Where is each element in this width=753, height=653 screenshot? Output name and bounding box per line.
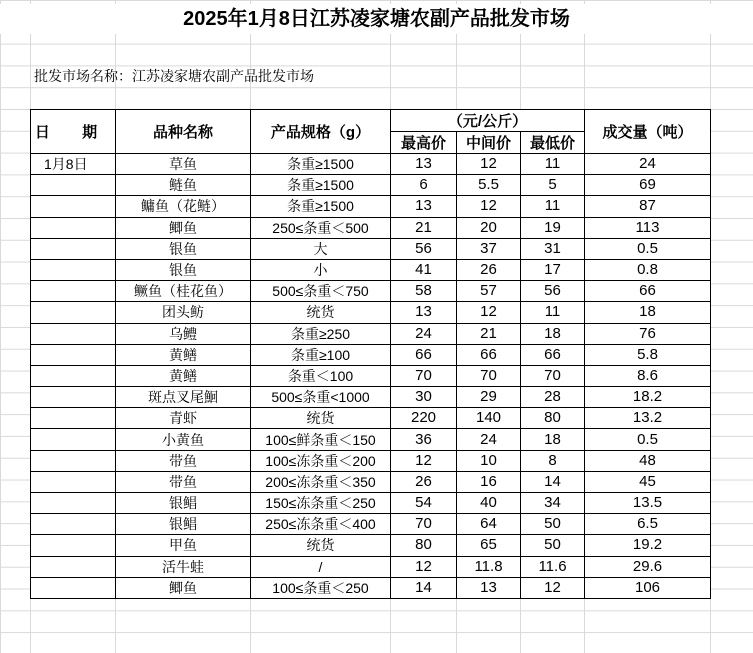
cell-volume[interactable]: 24 bbox=[585, 154, 711, 175]
cell-variety[interactable]: 黄鳝 bbox=[116, 344, 251, 365]
cell-low[interactable]: 66 bbox=[521, 344, 585, 365]
cell-date[interactable]: 1月8日 bbox=[31, 154, 116, 175]
cell-high[interactable]: 24 bbox=[391, 323, 457, 344]
header-price-unit[interactable]: （元/公斤） bbox=[391, 110, 585, 132]
table-row bbox=[31, 514, 711, 535]
cell-low[interactable]: 50 bbox=[521, 514, 585, 535]
cell-volume[interactable]: 13.2 bbox=[585, 408, 711, 429]
cell-high[interactable]: 70 bbox=[391, 365, 457, 386]
cell-low[interactable]: 80 bbox=[521, 408, 585, 429]
cell-date[interactable] bbox=[31, 217, 116, 238]
cell-volume[interactable]: 87 bbox=[585, 196, 711, 217]
cell-mid[interactable]: 12 bbox=[457, 196, 521, 217]
sheet-title: 2025年1月8日江苏凌家塘农副产品批发市场 bbox=[0, 4, 753, 34]
cell-spec[interactable]: 100≤冻条重＜200 bbox=[251, 450, 391, 471]
cell-date[interactable] bbox=[31, 323, 116, 344]
cell-high[interactable]: 70 bbox=[391, 514, 457, 535]
cell-low[interactable]: 19 bbox=[521, 217, 585, 238]
table-row bbox=[31, 323, 711, 344]
cell-mid[interactable]: 140 bbox=[457, 408, 521, 429]
cell-spec[interactable]: 150≤冻条重＜250 bbox=[251, 493, 391, 514]
header-volume[interactable]: 成交量（吨） bbox=[585, 110, 711, 154]
cell-variety[interactable]: 带鱼 bbox=[116, 450, 251, 471]
cell-mid[interactable]: 16 bbox=[457, 471, 521, 492]
cell-date[interactable] bbox=[31, 429, 116, 450]
cell-volume[interactable]: 5.8 bbox=[585, 344, 711, 365]
cell-date[interactable] bbox=[31, 344, 116, 365]
cell-low[interactable]: 56 bbox=[521, 281, 585, 302]
cell-mid[interactable]: 29 bbox=[457, 387, 521, 408]
table-row bbox=[31, 556, 711, 577]
cell-mid[interactable]: 10 bbox=[457, 450, 521, 471]
cell-mid[interactable]: 26 bbox=[457, 259, 521, 280]
cell-low[interactable]: 18 bbox=[521, 429, 585, 450]
cell-high[interactable]: 12 bbox=[391, 450, 457, 471]
table-row bbox=[31, 387, 711, 408]
cell-high[interactable]: 14 bbox=[391, 577, 457, 598]
cell-high[interactable]: 12 bbox=[391, 556, 457, 577]
cell-high[interactable]: 26 bbox=[391, 471, 457, 492]
cell-mid[interactable]: 64 bbox=[457, 514, 521, 535]
cell-mid[interactable]: 11.8 bbox=[457, 556, 521, 577]
cell-variety[interactable]: 斑点叉尾鮰 bbox=[116, 387, 251, 408]
table-row bbox=[31, 154, 711, 175]
cell-mid[interactable]: 70 bbox=[457, 365, 521, 386]
table-row bbox=[31, 471, 711, 492]
table-row bbox=[31, 302, 711, 323]
cell-mid[interactable]: 66 bbox=[457, 344, 521, 365]
cell-high[interactable]: 66 bbox=[391, 344, 457, 365]
header-mid[interactable]: 中间价 bbox=[457, 132, 521, 154]
cell-date[interactable] bbox=[31, 196, 116, 217]
cell-high[interactable]: 13 bbox=[391, 196, 457, 217]
cell-variety[interactable]: 团头鲂 bbox=[116, 302, 251, 323]
cell-low[interactable]: 31 bbox=[521, 238, 585, 259]
cell-date[interactable] bbox=[31, 471, 116, 492]
cell-mid[interactable]: 21 bbox=[457, 323, 521, 344]
cell-variety[interactable]: 银鱼 bbox=[116, 259, 251, 280]
cell-variety[interactable]: 银鱼 bbox=[116, 238, 251, 259]
cell-low[interactable]: 50 bbox=[521, 535, 585, 556]
cell-date[interactable] bbox=[31, 175, 116, 196]
cell-volume[interactable]: 0.8 bbox=[585, 259, 711, 280]
table-row bbox=[31, 450, 711, 471]
cell-volume[interactable]: 0.5 bbox=[585, 429, 711, 450]
cell-high[interactable]: 21 bbox=[391, 217, 457, 238]
cell-mid[interactable]: 57 bbox=[457, 281, 521, 302]
cell-high[interactable]: 56 bbox=[391, 238, 457, 259]
cell-date[interactable] bbox=[31, 281, 116, 302]
cell-variety[interactable]: 小黄鱼 bbox=[116, 429, 251, 450]
cell-spec[interactable]: 统货 bbox=[251, 408, 391, 429]
table-row bbox=[31, 365, 711, 386]
cell-mid[interactable]: 37 bbox=[457, 238, 521, 259]
table-row bbox=[31, 281, 711, 302]
cell-mid[interactable]: 13 bbox=[457, 577, 521, 598]
cell-volume[interactable]: 29.6 bbox=[585, 556, 711, 577]
market-name-label: 批发市场名称：江苏凌家塘农副产品批发市场 bbox=[34, 68, 314, 84]
cell-variety[interactable]: 青虾 bbox=[116, 408, 251, 429]
cell-date[interactable] bbox=[31, 556, 116, 577]
cell-mid[interactable]: 65 bbox=[457, 535, 521, 556]
table-row bbox=[31, 344, 711, 365]
cell-variety[interactable]: 活牛蛙 bbox=[116, 556, 251, 577]
cell-high[interactable]: 58 bbox=[391, 281, 457, 302]
cell-high[interactable]: 13 bbox=[391, 154, 457, 175]
table-row bbox=[31, 259, 711, 280]
cell-spec[interactable]: 250≤冻条重＜400 bbox=[251, 514, 391, 535]
cell-variety[interactable]: 银鲳 bbox=[116, 514, 251, 535]
cell-low[interactable]: 28 bbox=[521, 387, 585, 408]
table-row bbox=[31, 238, 711, 259]
cell-high[interactable]: 30 bbox=[391, 387, 457, 408]
cell-spec[interactable]: 统货 bbox=[251, 302, 391, 323]
cell-date[interactable] bbox=[31, 238, 116, 259]
cell-high[interactable]: 13 bbox=[391, 302, 457, 323]
table-row bbox=[31, 408, 711, 429]
table-row bbox=[31, 493, 711, 514]
cell-volume[interactable]: 45 bbox=[585, 471, 711, 492]
cell-variety[interactable]: 鳜鱼（桂花鱼） bbox=[116, 281, 251, 302]
cell-spec[interactable]: 500≤条重<1000 bbox=[251, 387, 391, 408]
cell-volume[interactable]: 8.6 bbox=[585, 365, 711, 386]
cell-spec[interactable]: 大 bbox=[251, 238, 391, 259]
cell-mid[interactable]: 12 bbox=[457, 302, 521, 323]
cell-volume[interactable]: 18.2 bbox=[585, 387, 711, 408]
cell-spec[interactable]: / bbox=[251, 556, 391, 577]
table-row bbox=[31, 217, 711, 238]
cell-spec[interactable]: 条重≥250 bbox=[251, 323, 391, 344]
cell-volume[interactable]: 113 bbox=[585, 217, 711, 238]
cell-low[interactable]: 18 bbox=[521, 323, 585, 344]
cell-low[interactable]: 11.6 bbox=[521, 556, 585, 577]
cell-high[interactable]: 54 bbox=[391, 493, 457, 514]
cell-spec[interactable]: 条重≥1500 bbox=[251, 175, 391, 196]
cell-spec[interactable]: 条重≥1500 bbox=[251, 154, 391, 175]
cell-variety[interactable]: 黄鳝 bbox=[116, 365, 251, 386]
cell-date[interactable] bbox=[31, 493, 116, 514]
cell-low[interactable]: 11 bbox=[521, 154, 585, 175]
cell-spec[interactable]: 条重≥1500 bbox=[251, 196, 391, 217]
cell-high[interactable]: 6 bbox=[391, 175, 457, 196]
cell-spec[interactable]: 250≤条重＜500 bbox=[251, 217, 391, 238]
cell-date[interactable] bbox=[31, 259, 116, 280]
cell-spec[interactable]: 小 bbox=[251, 259, 391, 280]
cell-low[interactable]: 17 bbox=[521, 259, 585, 280]
cell-spec[interactable]: 条重≥100 bbox=[251, 344, 391, 365]
cell-volume[interactable]: 19.2 bbox=[585, 535, 711, 556]
cell-variety[interactable]: 鲫鱼 bbox=[116, 577, 251, 598]
header-date[interactable]: 日 期 bbox=[31, 110, 116, 154]
cell-volume[interactable]: 106 bbox=[585, 577, 711, 598]
cell-variety[interactable]: 带鱼 bbox=[116, 471, 251, 492]
cell-date[interactable] bbox=[31, 408, 116, 429]
cell-variety[interactable]: 银鲳 bbox=[116, 493, 251, 514]
cell-volume[interactable]: 0.5 bbox=[585, 238, 711, 259]
table-row bbox=[31, 196, 711, 217]
cell-variety[interactable]: 乌鳢 bbox=[116, 323, 251, 344]
cell-spec[interactable]: 统货 bbox=[251, 535, 391, 556]
cell-mid[interactable]: 24 bbox=[457, 429, 521, 450]
cell-volume[interactable]: 69 bbox=[585, 175, 711, 196]
header-variety[interactable]: 品种名称 bbox=[116, 110, 251, 154]
cell-date[interactable] bbox=[31, 387, 116, 408]
cell-low[interactable]: 8 bbox=[521, 450, 585, 471]
cell-low[interactable]: 11 bbox=[521, 302, 585, 323]
cell-date[interactable] bbox=[31, 514, 116, 535]
table-row bbox=[31, 175, 711, 196]
cell-mid[interactable]: 5.5 bbox=[457, 175, 521, 196]
header-high[interactable]: 最高价 bbox=[391, 132, 457, 154]
cell-spec[interactable]: 500≤条重＜750 bbox=[251, 281, 391, 302]
table-row bbox=[31, 577, 711, 598]
cell-volume[interactable]: 48 bbox=[585, 450, 711, 471]
cell-spec[interactable]: 100≤鲜条重＜150 bbox=[251, 429, 391, 450]
cell-spec[interactable]: 条重＜100 bbox=[251, 365, 391, 386]
header-spec[interactable]: 产品规格（g） bbox=[251, 110, 391, 154]
cell-variety[interactable]: 草鱼 bbox=[116, 154, 251, 175]
cell-variety[interactable]: 甲鱼 bbox=[116, 535, 251, 556]
cell-volume[interactable]: 18 bbox=[585, 302, 711, 323]
cell-high[interactable]: 36 bbox=[391, 429, 457, 450]
cell-mid[interactable]: 20 bbox=[457, 217, 521, 238]
table-row bbox=[31, 429, 711, 450]
cell-low[interactable]: 12 bbox=[521, 577, 585, 598]
cell-date[interactable] bbox=[31, 365, 116, 386]
cell-volume[interactable]: 6.5 bbox=[585, 514, 711, 535]
cell-low[interactable]: 70 bbox=[521, 365, 585, 386]
cell-variety[interactable]: 鳙鱼（花鲢） bbox=[116, 196, 251, 217]
cell-variety[interactable]: 鲫鱼 bbox=[116, 217, 251, 238]
cell-low[interactable]: 11 bbox=[521, 196, 585, 217]
header-row bbox=[31, 110, 711, 132]
cell-mid[interactable]: 40 bbox=[457, 493, 521, 514]
cell-high[interactable]: 80 bbox=[391, 535, 457, 556]
cell-low[interactable]: 5 bbox=[521, 175, 585, 196]
cell-high[interactable]: 220 bbox=[391, 408, 457, 429]
cell-high[interactable]: 41 bbox=[391, 259, 457, 280]
cell-spec[interactable]: 100≤条重＜250 bbox=[251, 577, 391, 598]
cell-date[interactable] bbox=[31, 302, 116, 323]
cell-date[interactable] bbox=[31, 450, 116, 471]
cell-volume[interactable]: 66 bbox=[585, 281, 711, 302]
price-table bbox=[30, 109, 711, 599]
table-row bbox=[31, 535, 711, 556]
header-low[interactable]: 最低价 bbox=[521, 132, 585, 154]
cell-variety[interactable]: 鲢鱼 bbox=[116, 175, 251, 196]
cell-date[interactable] bbox=[31, 577, 116, 598]
cell-spec[interactable]: 200≤冻条重＜350 bbox=[251, 471, 391, 492]
cell-low[interactable]: 34 bbox=[521, 493, 585, 514]
cell-date[interactable] bbox=[31, 535, 116, 556]
cell-low[interactable]: 14 bbox=[521, 471, 585, 492]
cell-volume[interactable]: 13.5 bbox=[585, 493, 711, 514]
cell-volume[interactable]: 76 bbox=[585, 323, 711, 344]
cell-mid[interactable]: 12 bbox=[457, 154, 521, 175]
